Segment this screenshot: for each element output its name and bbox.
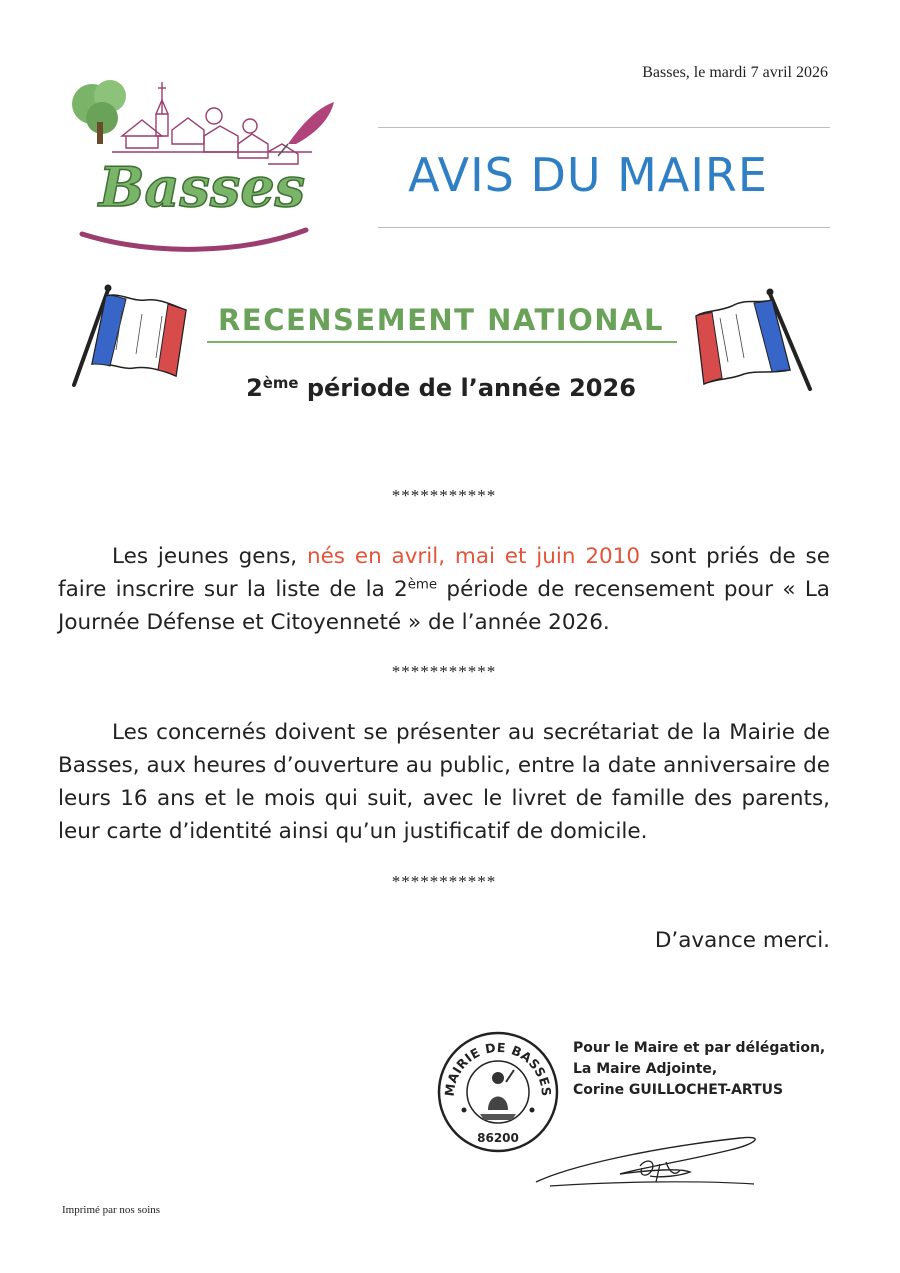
signature-line-2: La Maire Adjointe, <box>573 1061 718 1077</box>
french-flag-left-icon <box>64 280 194 395</box>
separator: *********** <box>391 662 497 681</box>
separator: *********** <box>391 486 497 505</box>
date-line: Basses, le mardi 7 avril 2026 <box>642 64 828 81</box>
footer-note: Imprimé par nos soins <box>62 1204 161 1216</box>
separator: *********** <box>391 872 497 891</box>
seal-top-text: MAIRIE DE BASSES <box>441 1039 555 1098</box>
birth-months-highlight: nés en avril, mai et juin 2010 <box>306 544 641 569</box>
period-subheading: 2ème période de l’année 2026 <box>246 373 636 402</box>
page-title: AVIS DU MAIRE <box>408 148 768 202</box>
paragraph-2: Les concernés doivent se présenter au secrétariat de la Mairie de Basses, aux heures d’ouverture au public, entre la date anniversaire de leurs 16 ans et le mois qui suit, avec le livret de famille des parents, leur carte d’identité ainsi qu’un justificatif de domicile. <box>58 720 830 844</box>
title-rule-bottom <box>378 227 830 228</box>
logo-wordmark: Basses <box>98 155 306 219</box>
paragraph-1: Les jeunes gens, nés en avril, mai et juin 2010 sont priés de se faire inscrire sur la liste de la 2ème période de recensement pour « La Journée Défense et Citoyenneté » de l’année 2026. <box>58 544 830 635</box>
title-rule-top <box>378 127 830 128</box>
tree-icon <box>72 80 126 144</box>
signature-block <box>573 1038 853 1101</box>
signature-line-1: Pour le Maire et par délégation, <box>573 1040 826 1056</box>
quill-icon <box>278 102 334 156</box>
signature-line-3: Corine GUILLOCHET-ARTUS <box>573 1082 784 1098</box>
heading-underline <box>207 341 677 343</box>
basses-logo <box>62 74 342 262</box>
handwritten-signature <box>530 1130 780 1195</box>
marianne-icon <box>480 1070 516 1120</box>
recensement-heading: RECENSEMENT NATIONAL <box>218 303 664 337</box>
closing-text: D’avance merci. <box>654 928 830 953</box>
seal-postal-code: 86200 <box>477 1131 519 1145</box>
french-flag-right-icon <box>690 284 820 399</box>
